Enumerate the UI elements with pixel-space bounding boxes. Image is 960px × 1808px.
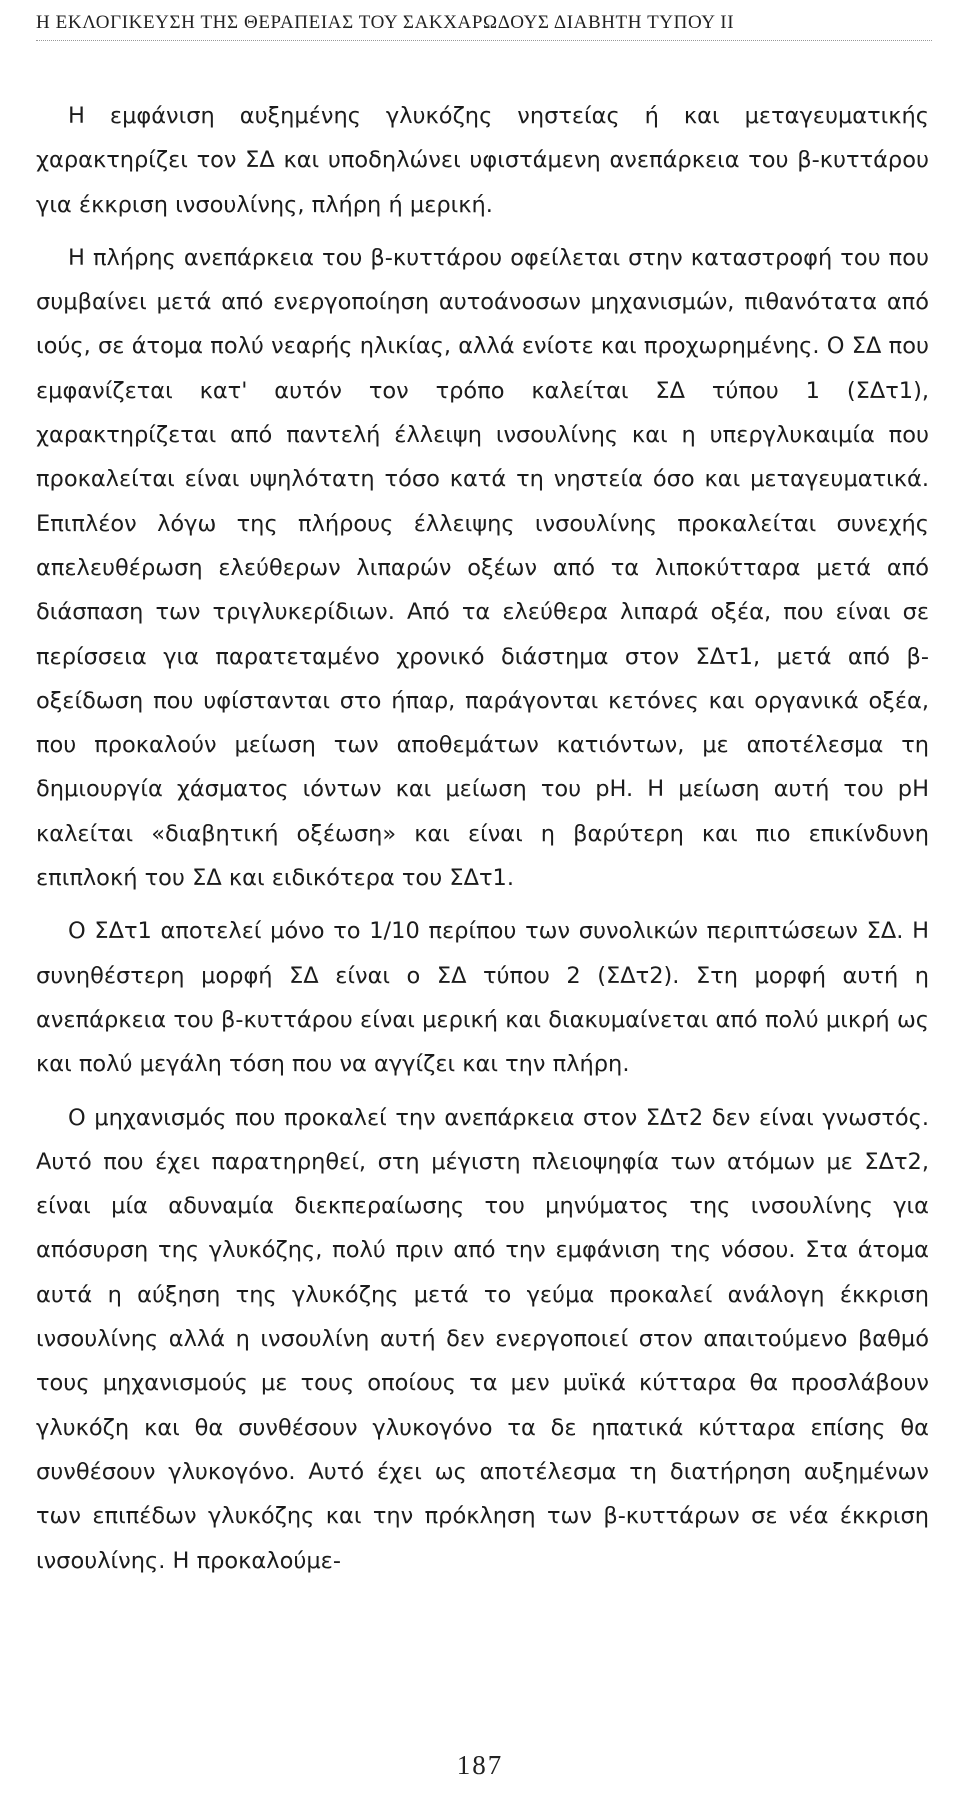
- header-divider: [36, 40, 932, 41]
- paragraph-3: Ο ΣΔτ1 αποτελεί μόνο το 1/10 περίπου των συνολικών περιπτώσεων ΣΔ. Η συνηθέστερη μορφή ΣΔ είναι ο ΣΔ τύπου 2 (ΣΔτ2). Στη μορφή αυτή η ανεπάρκεια του β-κυττάρου είναι μερική και διακυμαίνεται από πολύ μικρή ως και πολύ μεγάλη τόση που να αγγίζει και την πλήρη.: [36, 918, 929, 1078]
- paragraph-4: Ο μηχανισμός που προκαλεί την ανεπάρκεια στον ΣΔτ2 δεν είναι γνωστός. Αυτό που έχει παρατηρηθεί, στη μέγιστη πλειοψηφία των ατόμων με ΣΔτ2, είναι μία αδυναμία διεκπεραίωσης του μηνύματος της ινσουλίνης για απόσυρση της γλυκόζης, πολύ πριν από την εμφάνιση της νόσου. Στα άτομα αυτά η αύξηση της γλυκόζης μετά το γεύμα προκαλεί ανάλογη έκκριση ινσουλίνης αλλά η ινσουλίνη αυτή δεν ενεργοποιεί στον απαιτούμενο βαθμό τους μηχανισμούς με τους οποίους τα μεν μυϊκά κύτταρα θα προσλάβουν γλυκόζη και θα συνθέσουν γλυκογόνο τα δε ηπατικά κύτταρα επίσης θα συνθέσουν γλυκογόνο. Αυτό έχει ως αποτέλεσμα τη διατήρηση αυξημένων των επιπέδων γλυκόζης και την πρόκληση των β-κυττάρων σε νέα έκκριση ινσουλίνης. Η προκαλούμε-: [36, 1104, 929, 1574]
- page-number: 187: [456, 1750, 504, 1780]
- body-text: [36, 94, 929, 1583]
- paragraph-2: Η πλήρης ανεπάρκεια του β-κυττάρου οφείλεται στην καταστροφή του που συμβαίνει μετά από ενεργοποίηση αυτοάνοσων μηχανισμών, πιθανότατα από ιούς, σε άτομα πολύ νεαρής ηλικίας, αλλά ενίοτε και προχωρημένης. Ο ΣΔ που εμφανίζεται κατ' αυτόν τον τρόπο καλείται ΣΔ τύπου 1 (ΣΔτ1), χαρακτηρίζεται από παντελή έλλειψη ινσουλίνης και η υπεργλυκαιμία που προκαλείται είναι υψηλότατη τόσο κατά τη νηστεία όσο και μεταγευματικά. Επιπλέον λόγω της πλήρους έλλειψης ινσουλίνης προκαλείται συνεχής απελευθέρωση ελεύθερων λιπαρών οξέων από τα λιποκύτταρα μετά από διάσπαση των τριγλυκερίδιων. Από τα ελεύθερα λιπαρά οξέα, που είναι σε περίσσεια για παρατεταμένο χρονικό διάστημα στον ΣΔτ1, μετά από β-οξείδωση που υφίστανται στο ήπαρ, παράγονται κετόνες και οργανικά οξέα, που προκαλούν μείωση των αποθεμάτων κατιόντων, με αποτέλεσμα τη δημιουργία χάσματος ιόντων και μείωση του pH. Η μείωση αυτή του pH καλείται «διαβητική οξέωση» και είναι η βαρύτερη και πιο επικίνδυνη επιπλοκή του ΣΔ και ειδικότερα του ΣΔτ1.: [36, 244, 929, 892]
- paragraph-1: Η εμφάνιση αυξημένης γλυκόζης νηστείας ή και μεταγευματικής χαρακτηρίζει τον ΣΔ και υποδηλώνει υφιστάμενη ανεπάρκεια του β-κυττάρου για έκκριση ινσουλίνης, πλήρη ή μερική.: [36, 103, 929, 218]
- running-header: Η ΕΚΛΟΓΙΚΕΥΣΗ ΤΗΣ ΘΕΡΑΠΕΙΑΣ ΤΟΥ ΣΑΚΧΑΡΩΔΟΥΣ ΔΙΑΒΗΤΗ ΤΥΠΟΥ ΙΙ: [36, 12, 735, 33]
